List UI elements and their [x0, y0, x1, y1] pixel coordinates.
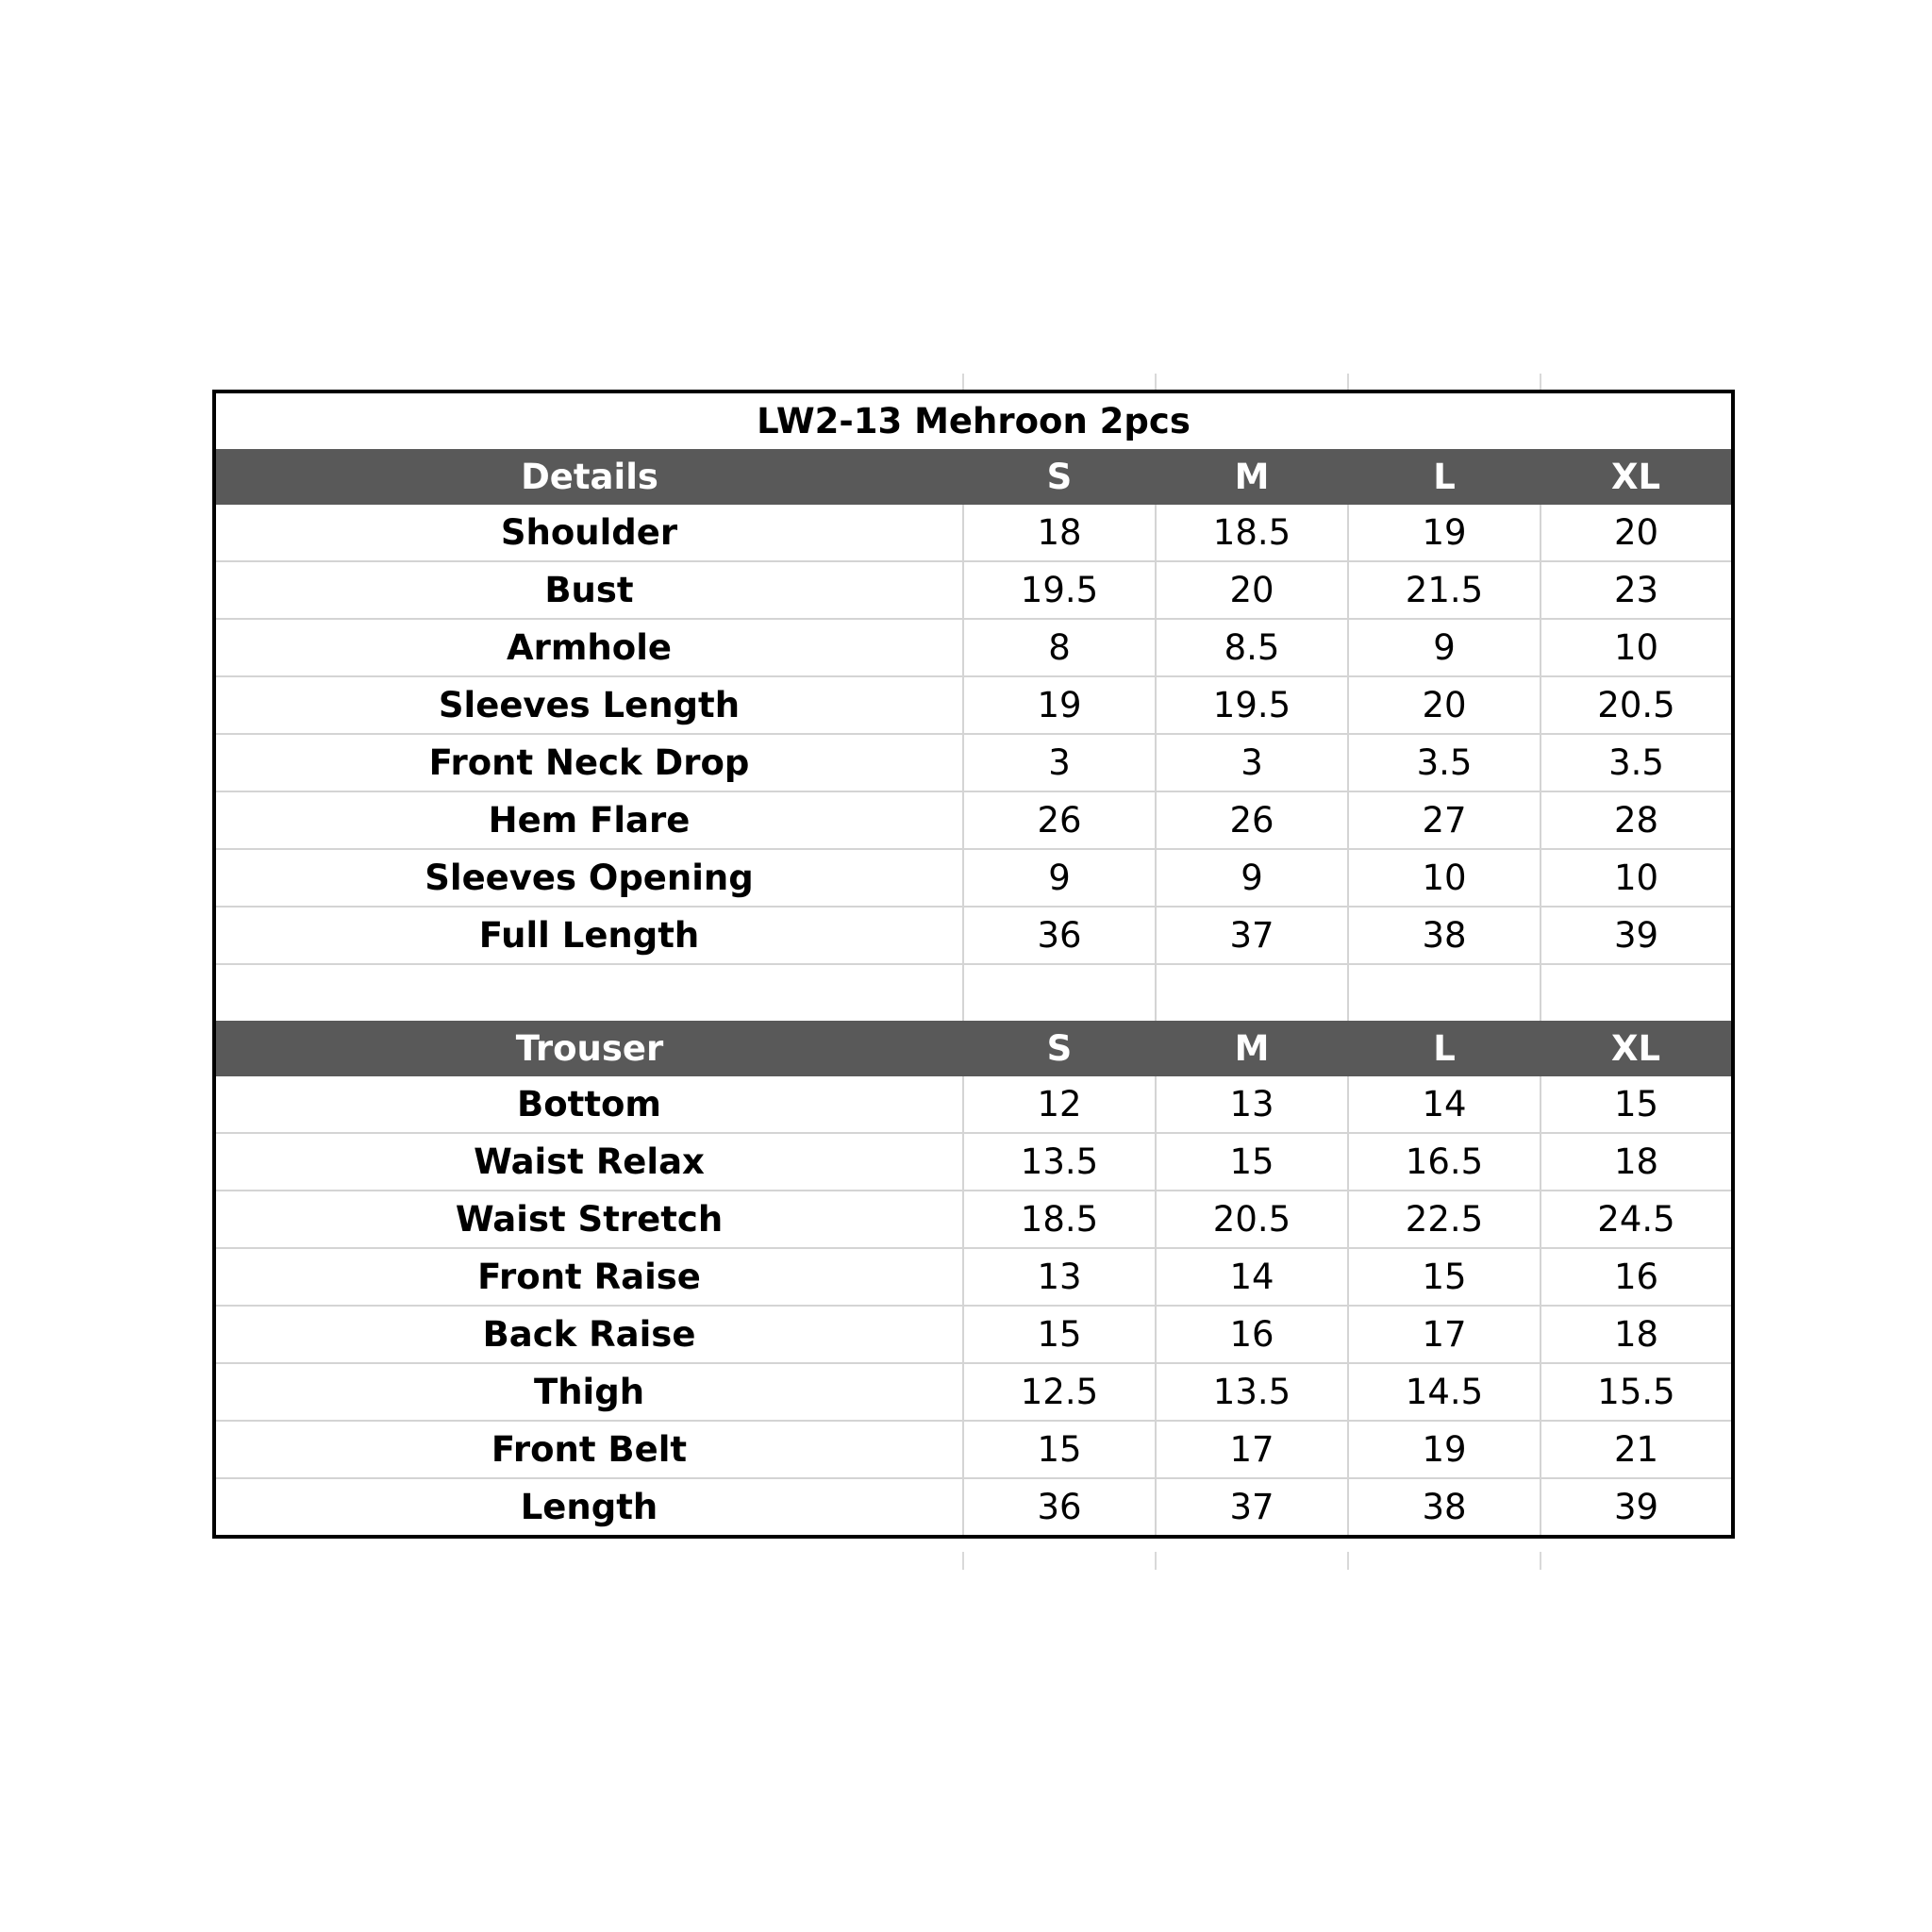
size-chart-table — [212, 390, 1735, 1539]
gridline-tick — [962, 1552, 964, 1570]
measurement-value: 19.5 — [963, 561, 1156, 619]
measurement-label: Length — [214, 1478, 963, 1537]
measurement-value: 19 — [1348, 505, 1541, 561]
gridline-tick — [1347, 374, 1349, 390]
measurement-value: 3.5 — [1348, 734, 1541, 791]
measurement-label: Thigh — [214, 1363, 963, 1421]
measurement-value: 15 — [1541, 1076, 1733, 1133]
measurement-value: 3 — [1156, 734, 1348, 791]
measurement-label: Bottom — [517, 1084, 661, 1124]
measurement-value: 16 — [1541, 1248, 1733, 1306]
measurement-value: 15.5 — [1541, 1363, 1733, 1421]
gridline-tick — [1540, 374, 1541, 390]
measurement-label: Armhole — [214, 619, 963, 676]
measurement-value: 3 — [963, 734, 1156, 791]
measurement-value: 17 — [1156, 1421, 1348, 1478]
title-row — [214, 391, 1733, 449]
measurement-value: 10 — [1541, 619, 1733, 676]
table-row — [214, 1363, 1733, 1421]
measurement-value: 14 — [1156, 1248, 1348, 1306]
measurement-value: 18.5 — [1156, 505, 1348, 561]
measurement-value: 13.5 — [963, 1133, 1156, 1191]
table-row — [214, 1306, 1733, 1363]
size-header: L — [1348, 449, 1541, 505]
measurement-value: 18 — [1541, 1133, 1733, 1191]
section-header-row — [214, 449, 1733, 505]
size-chart-body — [214, 391, 1733, 1537]
gridline-tick — [1540, 1552, 1541, 1570]
measurement-value: 19 — [963, 676, 1156, 734]
measurement-label: Full Length — [214, 907, 963, 964]
measurement-value: 36 — [963, 1478, 1156, 1537]
measurement-value: 12 — [963, 1076, 1156, 1133]
measurement-value: 3.5 — [1541, 734, 1733, 791]
measurement-value: 20 — [1348, 676, 1541, 734]
measurement-value: 15 — [963, 1421, 1156, 1478]
measurement-value: 38 — [1348, 907, 1541, 964]
table-row — [214, 907, 1733, 964]
table-row — [214, 1421, 1733, 1478]
empty-cell — [1156, 964, 1348, 1021]
table-row — [214, 619, 1733, 676]
measurement-label: Waist Stretch — [214, 1191, 963, 1248]
spacer-row — [214, 964, 1733, 1021]
gridline-tick — [1347, 1552, 1349, 1570]
measurement-value: 14.5 — [1348, 1363, 1541, 1421]
measurement-value: 36 — [963, 907, 1156, 964]
measurement-value: 15 — [1348, 1248, 1541, 1306]
measurement-value: 13.5 — [1156, 1363, 1348, 1421]
measurement-label: Waist Relax — [214, 1133, 963, 1191]
gridline-tick — [1155, 1552, 1157, 1570]
measurement-value: 28 — [1541, 791, 1733, 849]
measurement-value: 20 — [1156, 561, 1348, 619]
measurement-value: 18 — [1541, 1306, 1733, 1363]
measurement-value: 20.5 — [1156, 1191, 1348, 1248]
size-header: XL — [1541, 449, 1733, 505]
section-header-row — [214, 1021, 1733, 1076]
measurement-value: 18.5 — [963, 1191, 1156, 1248]
table-row — [214, 849, 1733, 907]
table-row — [214, 676, 1733, 734]
measurement-value: 23 — [1541, 561, 1733, 619]
measurement-value: 9 — [1156, 849, 1348, 907]
measurement-label: Back Raise — [214, 1306, 963, 1363]
table-title: LW2-13 Mehroon 2pcs — [757, 401, 1191, 441]
measurement-value: 9 — [1348, 619, 1541, 676]
measurement-value: 9 — [963, 849, 1156, 907]
gridline-tick — [962, 374, 964, 390]
measurement-value: 15 — [1156, 1133, 1348, 1191]
measurement-value: 17 — [1348, 1306, 1541, 1363]
table-row — [214, 791, 1733, 849]
measurement-value: 21.5 — [1348, 561, 1541, 619]
measurement-value: 14 — [1348, 1076, 1541, 1133]
measurement-label: Sleeves Opening — [214, 849, 963, 907]
measurement-label: Front Raise — [214, 1248, 963, 1306]
measurement-value: 10 — [1348, 849, 1541, 907]
measurement-value: 15 — [963, 1306, 1156, 1363]
measurement-value: 18 — [963, 505, 1156, 561]
size-header: S — [963, 449, 1156, 505]
empty-cell — [1348, 964, 1541, 1021]
measurement-label: Front Belt — [214, 1421, 963, 1478]
measurement-value: 16 — [1156, 1306, 1348, 1363]
size-header: M — [1156, 449, 1348, 505]
measurement-value: 10 — [1541, 849, 1733, 907]
empty-cell — [1541, 964, 1733, 1021]
measurement-value: 37 — [1156, 907, 1348, 964]
measurement-label: Sleeves Length — [214, 676, 963, 734]
measurement-value: 8 — [963, 619, 1156, 676]
measurement-value: 24.5 — [1541, 1191, 1733, 1248]
table-row — [214, 1478, 1733, 1537]
empty-cell — [963, 964, 1156, 1021]
size-header: S — [963, 1021, 1156, 1076]
size-header: XL — [1541, 1021, 1733, 1076]
measurement-value: 20 — [1541, 505, 1733, 561]
measurement-value: 13 — [963, 1248, 1156, 1306]
measurement-label: Front Neck Drop — [214, 734, 963, 791]
table-row — [214, 505, 1733, 561]
measurement-value: 19 — [1348, 1421, 1541, 1478]
measurement-value: 16.5 — [1348, 1133, 1541, 1191]
measurement-value: 8.5 — [1156, 619, 1348, 676]
table-row — [214, 1191, 1733, 1248]
measurement-label: Hem Flare — [214, 791, 963, 849]
size-header: L — [1348, 1021, 1541, 1076]
measurement-value: 37 — [1156, 1478, 1348, 1537]
section-header-label: Details — [214, 449, 963, 505]
measurement-value: 27 — [1348, 791, 1541, 849]
measurement-value: 39 — [1541, 1478, 1733, 1537]
measurement-value: 26 — [963, 791, 1156, 849]
measurement-value: 22.5 — [1348, 1191, 1541, 1248]
table-row — [214, 734, 1733, 791]
measurement-value: 21 — [1541, 1421, 1733, 1478]
empty-cell — [214, 964, 963, 1021]
measurement-value: 19.5 — [1156, 676, 1348, 734]
measurement-value: 12.5 — [963, 1363, 1156, 1421]
measurement-label: Shoulder — [500, 512, 678, 553]
section-header-label: Trouser — [214, 1021, 963, 1076]
measurement-value: 39 — [1541, 907, 1733, 964]
gridline-tick — [1155, 374, 1157, 390]
table-row — [214, 1133, 1733, 1191]
measurement-value: 38 — [1348, 1478, 1541, 1537]
table-row — [214, 1076, 1733, 1133]
measurement-value: 26 — [1156, 791, 1348, 849]
measurement-value: 20.5 — [1541, 676, 1733, 734]
size-header: M — [1156, 1021, 1348, 1076]
table-row — [214, 1248, 1733, 1306]
table-row — [214, 561, 1733, 619]
measurement-value: 13 — [1156, 1076, 1348, 1133]
measurement-label: Bust — [214, 561, 963, 619]
